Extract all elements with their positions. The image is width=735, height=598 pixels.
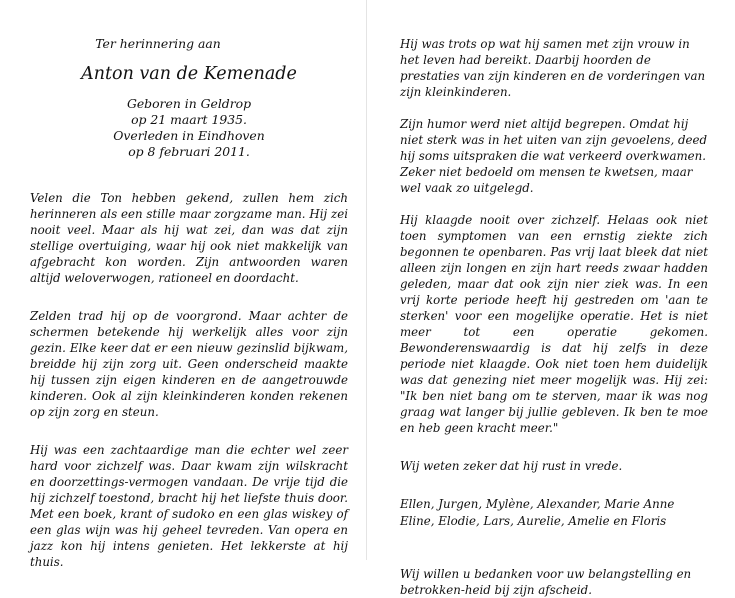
deceased-name: Anton van de Kemenade [81,64,297,84]
heading-block [30,36,348,160]
birth-date: op 21 maart 1935. [131,112,247,127]
thanks-line: Wij willen u bedanken voor uw belangstelling en betrokken-heid bij zijn afscheid. [400,567,692,597]
birth-place: Geboren in Geldrop [126,96,252,111]
paragraph-family-care: Zelden trad hij op de voorgrond. Maar achter de schermen betekende hij werkelijk alles voor zijn gezin. Elke keer dat er een nieuw gezinslid bijkwam, breidde hij zijn zorg uit. Geen onderscheid maakte hij tussen zijn eigen kinderen en de aangetrouwde kinderen. Ook al zijn kleinkinderen konden rekenen op zijn zorg en steun. [30,309,348,419]
fold-line [366,0,367,560]
paragraph-humor: Zijn humor werd niet altijd begrepen. Omdat hij niet sterk was in het uiten van zijn gevoelens, deed hij soms uitspraken die wat verkeerd overkwamen. Zeker niet bedoeld om mensen te kwetsen, maar wel vaak zo uitgelegd. [400,117,708,195]
peace-line: Wij weten zeker dat hij rust in vrede. [400,459,623,473]
intro-line: Ter herinnering aan [95,36,221,51]
right-page [400,36,708,598]
paragraph-free-time: Hij was een zachtaardige man die echter wel zeer hard voor zichzelf was. Daar kwam zijn wilskracht en doorzettings-vermogen vandaan. De vrije tijd die hij zichzelf toestond, bracht hij het liefste thuis door. Met een boek, krant of sudoko en een glas wiskey of een glas wijn was hij geheel tevreden. Van opera en jazz kon hij intens genieten. Het lekkerste at hij thuis. [30,443,348,569]
family-names-line2: Eline, Elodie, Lars, Aurelie, Amelie en Floris [400,514,667,528]
paragraph-character: Velen die Ton hebben gekend, zullen hem zich herinneren als een stille maar zorgzame man. Hij zei nooit veel. Maar als hij wat zei, dan was dat zijn stellige overtuiging, waar hij ook niet makkelijk van afgebracht kon worden. Zijn antwoorden waren altijd weloverwogen, rationeel en doordacht. [30,191,348,285]
paragraph-pride: Hij was trots op wat hij samen met zijn vrouw in het leven had bereikt. Daarbij hoorden de prestaties van zijn kinderen en de vorderingen van zijn kleinkinderen. [400,37,706,99]
paragraph-illness: Hij klaagde nooit over zichzelf. Helaas ook niet toen symptomen van een ernstig ziekte zich begonnen te openbaren. Pas vrij laat bleek dat niet alleen zijn longen en zijn hart reeds zwaar hadden geleden, maar dat ook zijn nier ziek was. In een vrij korte periode heeft hij gestreden om 'aan te sterken' voor een mogelijke operatie. Het is niet meer tot een operatie gekomen. Bewonderenswaardig is dat hij zelfs in deze periode niet klaagde. Ook niet toen hem duidelijk was dat genezing niet meer mogelijk was. Hij zei: "Ik ben niet bang om te sterven, maar ik was nog graag wat langer bij jullie gebleven. Ik ben te moe en heb geen kracht meer." [400,213,708,435]
family-names-line1: Ellen, Jurgen, Mylène, Alexander, Marie Anne [400,497,675,511]
death-date: op 8 februari 2011. [128,144,250,159]
death-place: Overleden in Eindhoven [113,128,265,143]
family-names [400,496,708,530]
left-page [30,36,348,570]
